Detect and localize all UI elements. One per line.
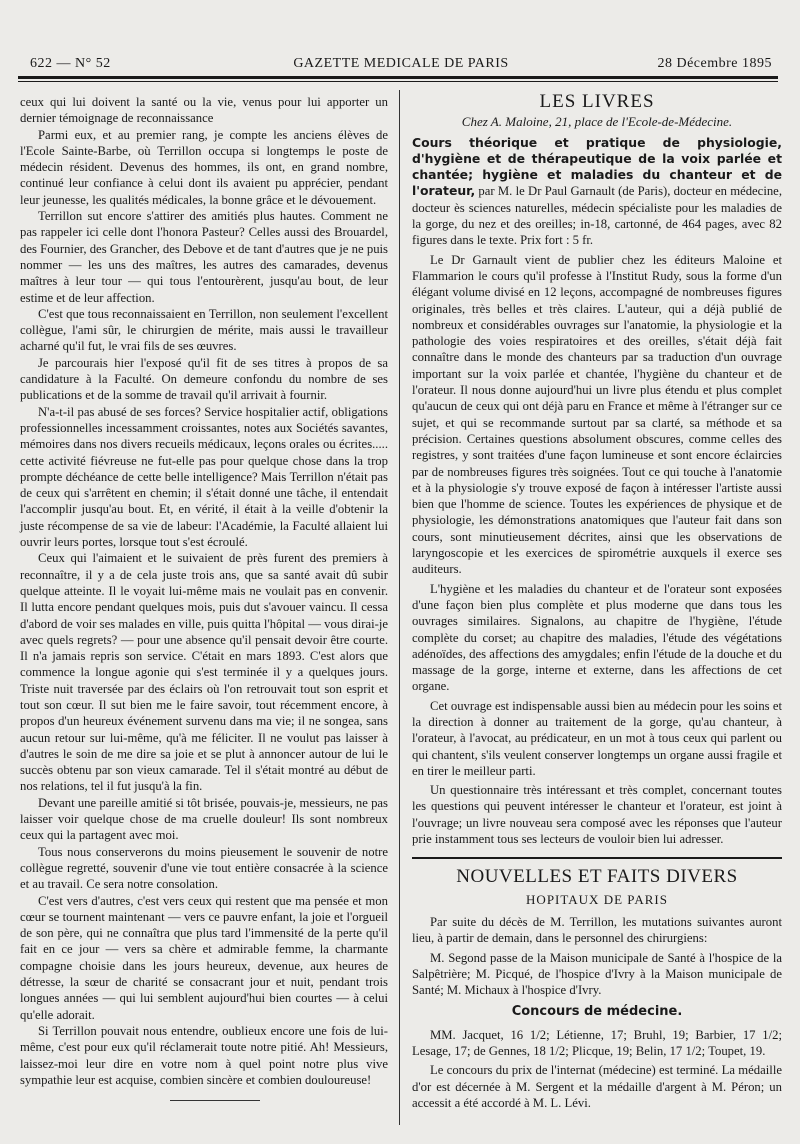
book-title: Cours théorique et pratique de physiologie, d'hygiène et de thérapeutique de la voix parlée et chantée; hygiène et maladies du chanteur et de l'orateur,	[412, 134, 782, 199]
review-paragraph: Un questionnaire très intéressant et très complet, concernant toutes les questions qui peuvent intéresser le chanteur et l'orateur, est joint à l'ouvrage; un livre nouveau sera composé avec les réponses que l'auteur prie instamment tous ses lecteurs de vouloir bien lui adresser.	[412, 783, 782, 847]
article-paragraph: Je parcourais hier l'exposé qu'il fit de ses titres à propos de sa candidature à la Faculté. On demeure confondu du nombre de ses publications et de la somme de travail qu'il arrivait à fournir.	[20, 355, 388, 403]
header-rule-thick	[18, 76, 778, 79]
article-paragraph: Terrillon sut encore s'attirer des amitiés plus hautes. Comment ne pas rappeler ici celle dont l'honora Pasteur? Celles aussi des Brouardel, des Fournier, des Grancher, des Debove et de tant d'autres que je ne puis nommer — les uns des maîtres, les autres des camarades, devenus maîtres à leur tour — qui tous l'entourèrent, jusqu'au bout, de leur estime et de leur affection.	[20, 209, 388, 305]
article-paragraph: C'est vers d'autres, c'est vers ceux qui restent que ma pensée et mon cœur se tournent maintenant — vers ce pauvre enfant, la joie et l'orgueil de son père, qui ne connaîtra que plus tard l'immensité de la perte qu'il fait en ce jour — vers sa chère et admirable femme, la charmante compagne choisie dans les jours heureux, devenue, aux heures de détresse, la sœur de charité se consacrant jour et nuit, pendant trois longues années — qui lui semblent aujourd'hui bien courtes — à celui qu'elle adorait.	[20, 893, 388, 1022]
book-details: par M. le Dr Paul Garnault (de Paris), docteur en médecine, docteur ès sciences naturelles, médecin spécialiste pour les maladies de la gorge, du nez et des oreilles; in-18, cartonné, de 464 pages, avec 82 figures dans le texte. Prix fort : 5 fr.	[412, 184, 782, 248]
page-number: 622 — N° 52	[30, 56, 111, 71]
page-header	[30, 46, 772, 72]
article-paragraph: Devant une pareille amitié si tôt brisée, pouvais-je, messieurs, ne pas laisser voir quelque chose de ma cruelle douleur! Ils sont nombreux ceux qui la partagent avec moi.	[20, 795, 388, 843]
subheading-concours: Concours de médecine.	[511, 1004, 683, 1020]
article-paragraph: N'a-t-il pas abusé de ses forces? Service hospitalier actif, obligations professionnelles incessamment croissantes, notes aux Sociétés savantes, mémoires dans nos divers recueils médicaux, leçons orales ou écrites..... cette activité fiévreuse ne fut-elle pas pour quelque chose dans la trop prompte déchéance de cette belle intelligence? Mais Terrillon n'était pas de ceux qui s'arrêtent en chemin; il s'était donné une tâche, il entendait l'accomplir jusqu'au bout. Et, en vérité, il était à la veille d'obtenir la juste récompense de sa vie de labeur: l'Académie, la Faculté allaient lui ouvrir leurs portes, lorsque tout s'est écroulé.	[20, 404, 388, 550]
section-rule	[412, 857, 782, 859]
journal-title: GAZETTE MEDICALE DE PARIS	[293, 56, 509, 71]
book-entry	[412, 135, 782, 249]
article-paragraph: Si Terrillon pouvait nous entendre, oublieux encore une fois de lui-même, c'est pour eux qu'il réclamerait toute notre pitié. Ah! Messieurs, laissez-moi leur dire en votre nom à quel point notre plus vive sympathie leur est acquise, combien sincère et combien douloureuse!	[20, 1023, 388, 1087]
news-paragraph: Par suite du décès de M. Terrillon, les mutations suivantes auront lieu, à partir de demain, dans le personnel des chirurgiens:	[412, 914, 782, 946]
section-title-livres: LES LIVRES	[539, 91, 655, 112]
news-paragraph: M. Segond passe de la Maison municipale de Santé à l'hospice de la Salpêtrière; M. Picqué, de l'hospice d'Ivry à la Maison municipale de Santé; M. Michaux à l'hospice d'Ivry.	[412, 950, 782, 998]
article-paragraph: ceux qui lui doivent la santé ou la vie, venus pour lui apporter un dernier témoignage de reconnaissance	[20, 95, 388, 126]
subheading-hopitaux: HOPITAUX DE PARIS	[526, 891, 668, 907]
article-paragraph: Tous nous conserverons du moins pieusement le souvenir de notre collègue regretté, souvenir d'une vie tout entière consacrée à la science et au travail. Ce sera notre consolation.	[20, 844, 388, 892]
review-paragraph: L'hygiène et les maladies du chanteur et de l'orateur sont exposées d'une façon bien plus complète et plus moderne que dans tous les ouvrages similaires. Signalons, au chapitre de l'hygiène, l'étude complète du corset; au chapitre des maladies, l'étude des végétations adénoïdes, des affections des amygdales; enfin l'étude de la douche et du massage de la gorge, interne et externe, dans les affections de cet organe.	[412, 581, 782, 694]
right-column	[412, 91, 782, 1114]
article-end-rule	[170, 1100, 260, 1101]
article-paragraph: Ceux qui l'aimaient et le suivaient de près furent des premiers à reconnaître, il y a de cela juste trois ans, que sa santé avait dû subir quelque atteinte. Il le voyait lui-même mais ne voulait pas en convenir. Il lutta encore pendant quelques mois, puis dut s'avouer vaincu. Il cessa d'abord de voir ses malades en ville, puis quitta l'hôpital — vous dirai-je avec quels regrets? — pour une absence qu'il pensait devoir être courte. Il n'a jamais repris son service. C'était en mars 1893. C'est alors que commence la longue agonie qui s'est terminée il y a quelques jours. Triste nuit traversée par des éclairs où l'on retrouvait tout son esprit et tout son cœur. Il sut bien me le faire savoir, tout récemment encore, à propos d'un heureux événement survenu dans ma vie; il ne songea, sans aucun retour sur lui-même, qu'à me féliciter. Il ne voulut pas laisser à d'autres le soin de me dire sa joie et se plut à annoncer autour de lui le succès obtenu par son vieux camarade. Tel il s'était montré au début de nos relations, tel il fut jusqu'à la fin.	[20, 551, 388, 794]
review-paragraph: Cet ouvrage est indispensable aussi bien au médecin pour les soins et la direction à donner au traitement de la gorge, qu'au chanteur, à l'orateur, à l'avocat, au prédicateur, en un mot à tous ceux qui parlent ou qui chantent, s'ils veulent conserver longtemps un organe aussi fragile et en tirer le meilleur parti.	[412, 698, 782, 778]
header-rule-thin	[18, 81, 778, 82]
column-divider	[399, 90, 400, 1125]
article-paragraph: Parmi eux, et au premier rang, je compte les anciens élèves de l'Ecole Sainte-Barbe, où Terrillon occupa si longtemps le poste de médecin résident. Devenus des hommes, ils ont, en grand nombre, continué leur confiance à celui dont ils avaient pu apprécier, pendant leur jeunesse, les qualités médicales, la bonne grâce et le dévouement.	[20, 127, 388, 207]
section-title-nouvelles: NOUVELLES ET FAITS DIVERS	[456, 866, 738, 888]
left-column	[20, 94, 388, 1101]
publisher-line: Chez A. Maloine, 21, place de l'Ecole-de-Médecine.	[461, 114, 733, 130]
issue-date: 28 Décembre 1895	[657, 56, 772, 71]
news-paragraph: MM. Jacquet, 16 1/2; Létienne, 17; Bruhl, 19; Barbier, 17 1/2; Lesage, 17; de Gennes, 18 1/2; Plicque, 19; Belin, 17 1/2; Toupet, 19.	[412, 1027, 782, 1059]
news-paragraph: Le concours du prix de l'internat (médecine) est terminé. La médaille d'or est décernée à M. Sergent et la médaille d'argent à M. Péron; un accessit a été accordé à M. L. Lévi.	[412, 1063, 782, 1110]
review-paragraph: Le Dr Garnault vient de publier chez les éditeurs Maloine et Flammarion le cours qu'il professe à l'Institut Rudy, sous la forme d'un élégant volume divisé en 12 leçons, accompagné de nombreuses figures originales, très belles et très claires. L'auteur, qui a déjà publié de nombreux et considérables ouvrages sur l'anatomie, la physiologie et la pathologie des voies respiratoires et des oreilles, s'était déjà fait connaître dans le monde des chanteurs par sa traduction d'un ouvrage important sur la voix parlée et chantée, l'hygiène du chanteur et de l'orateur. Il nous donne aujourd'hui un livre plus étendu et plus complet qu'aucun de ceux qui ont déjà paru en France et même à l'étranger sur ce sujet, et qui se recommande surtout par sa clarté, sa méthode et sa précision. Certaines questions absolument obscures, comme celles des registres, y sont traitées d'une façon lumineuse et sont encore éclaircies par de nombreuses figures très soignées. Tout ce qui touche à l'anatomie et à la physiologie s'y trouve exposé de façon à intéresser l'artiste aussi bien que l'homme de science. Toutes les expériences de physique et de physiologie, les démonstrations anatomiques que l'auteur fait dans son cours, sont minutieusement décrites, ainsi que les observations de laryngoscopie et les exercices de spirométrie auxquels il exerce ses auditeurs.	[412, 252, 782, 577]
article-paragraph: C'est que tous reconnaissaient en Terrillon, non seulement l'excellent collègue, l'ami sûr, le chirurgien de mérite, mais aussi le travailleur acharné qu'il fut, le vrai fils de ses œuvres.	[20, 306, 388, 354]
